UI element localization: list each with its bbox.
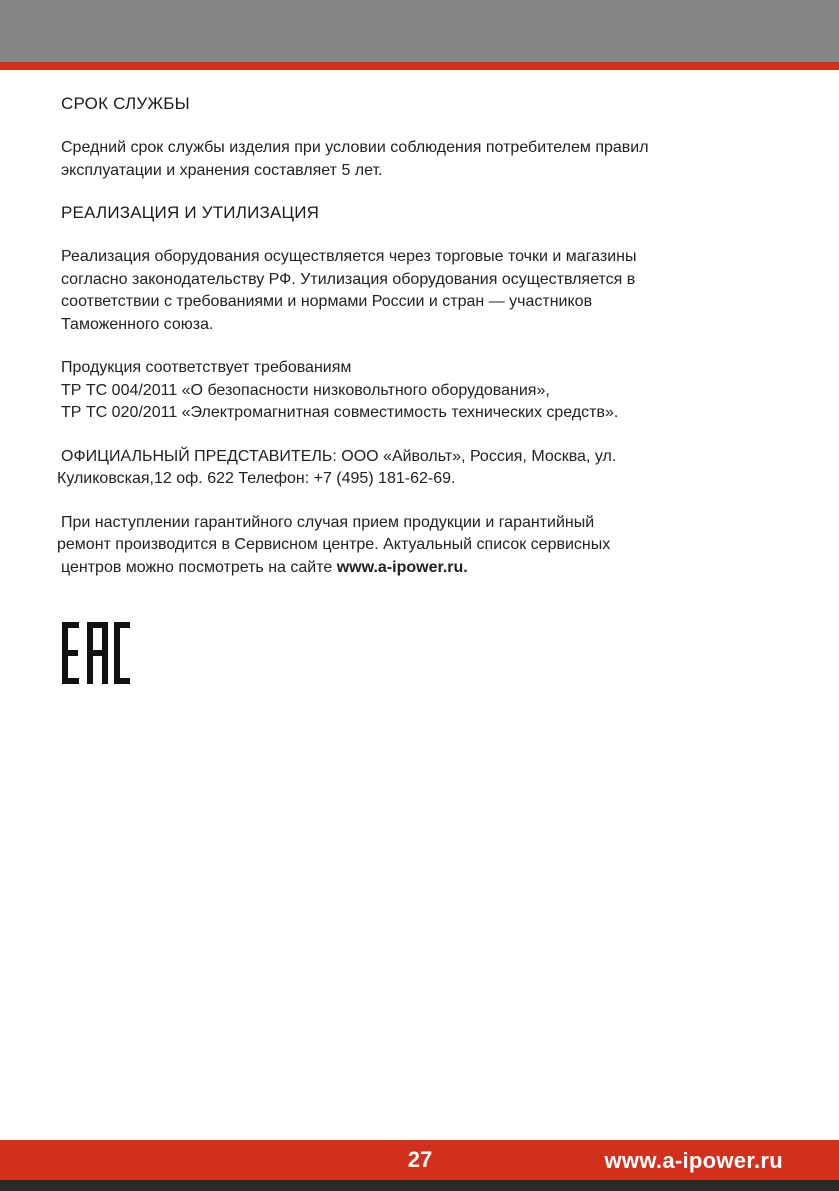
- representative-paragraph: [57, 446, 801, 491]
- paragraph-line: эксплуатации и хранения составляет 5 лет.: [61, 161, 383, 179]
- sale-disposal-paragraph: [61, 246, 801, 336]
- footer-bottom-strip: [0, 1180, 839, 1191]
- paragraph-line: [61, 557, 801, 580]
- page-content: [57, 92, 801, 579]
- paragraph-line: ТР ТС 020/2011 «Электромагнитная совместимость технических средств».: [61, 404, 619, 421]
- page-number: 27: [407, 1147, 433, 1172]
- paragraph-line: ремонт производится в Сервисном центре. Актуальный список сервисных: [57, 536, 611, 553]
- paragraph-line: Средний срок службы изделия при условии соблюдения потребителем правил: [61, 139, 649, 156]
- header-band: [0, 0, 839, 62]
- paragraph-line: При наступлении гарантийного случая прием продукции и гарантийный: [61, 513, 595, 531]
- paragraph-line: ОФИЦИАЛЬНЫЙ ПРЕДСТАВИТЕЛЬ: ООО «Айвольт», Россия, Москва, ул.: [61, 447, 617, 465]
- paragraph-line: согласно законодательству РФ. Утилизация оборудования осуществляется в: [61, 270, 636, 288]
- header-accent-stripe: [0, 62, 839, 70]
- compliance-paragraph: [61, 357, 801, 425]
- paragraph-line: Куликовская,12 оф. 622 Телефон: +7 (495) 181-62-69.: [57, 470, 456, 487]
- paragraph-line: Реализация оборудования осуществляется через торговые точки и магазины: [61, 248, 637, 265]
- paragraph-line-text: центров можно посмотреть на сайте: [61, 558, 337, 576]
- sale-disposal-heading: РЕАЛИЗАЦИЯ И УТИЛИЗАЦИЯ: [61, 203, 320, 222]
- service-life-paragraph: [61, 137, 801, 182]
- paragraph-line: ТР ТС 004/2011 «О безопасности низковольтного оборудования»,: [61, 381, 550, 399]
- footer-website-link[interactable]: www.a-ipower.ru: [604, 1148, 783, 1173]
- paragraph-line: Таможенного союза.: [61, 315, 214, 333]
- paragraph-line: соответствии с требованиями и нормами России и стран — участников: [61, 293, 593, 310]
- warranty-paragraph: [57, 512, 801, 580]
- paragraph-line: Продукция соответствует требованиям: [61, 359, 352, 376]
- website-link[interactable]: www.a-ipower.ru.: [336, 558, 468, 576]
- eac-mark-icon: [62, 622, 130, 684]
- service-life-heading: СРОК СЛУЖБЫ: [61, 94, 190, 113]
